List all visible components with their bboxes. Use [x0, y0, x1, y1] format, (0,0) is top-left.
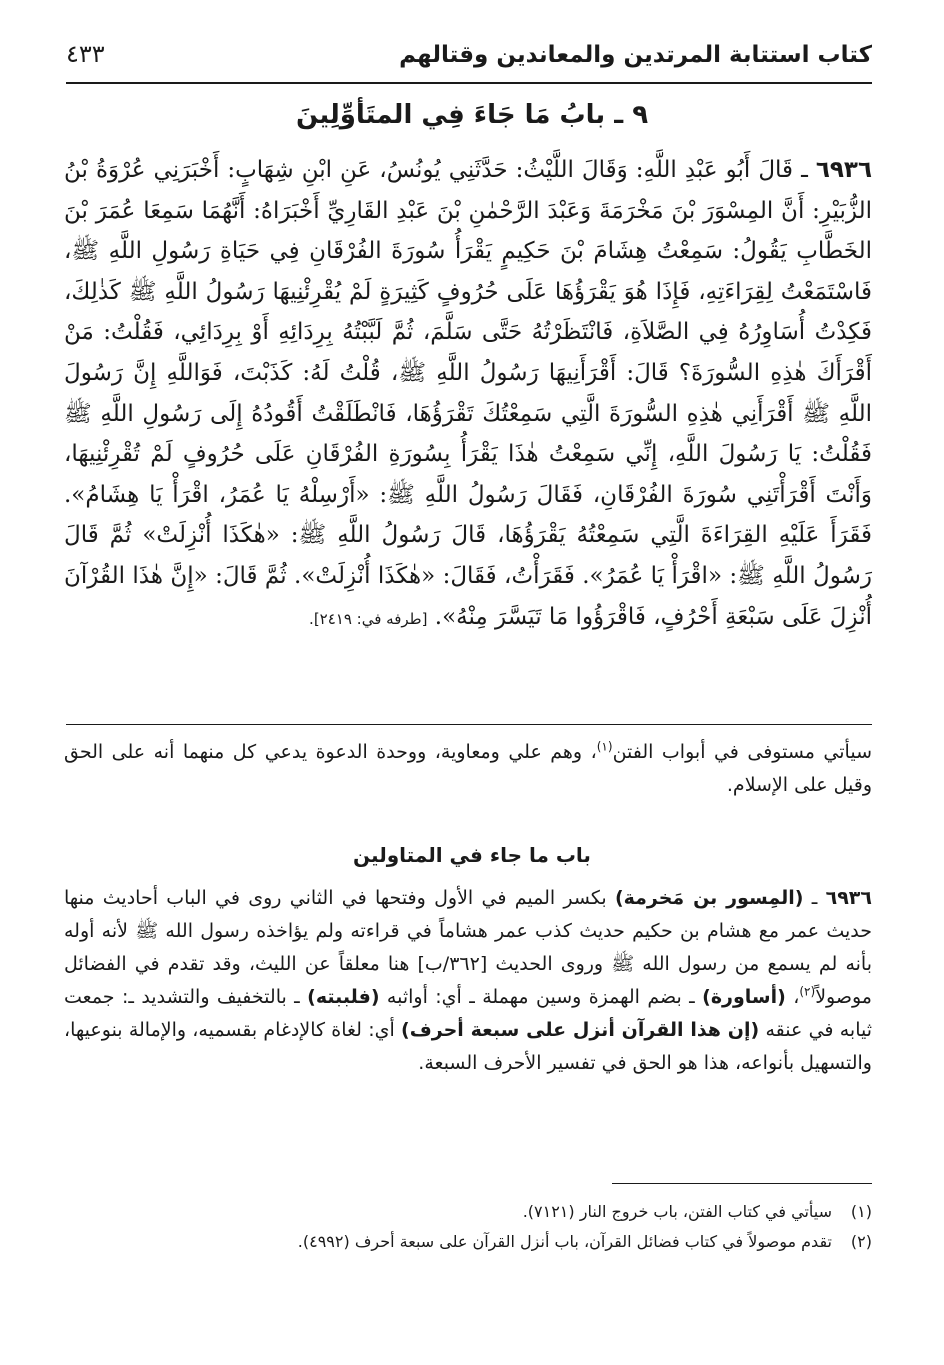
term-misswar: (المِسور بن مَخرمة) [614, 887, 804, 909]
intro-text-end: ، وهم علي ومعاوية، ووحدة الدعوة يدعي كل منهما أنه على الحق وقيل على الإسلام. [64, 741, 872, 796]
commentary-text-4: ـ بالتخفيف والتشديد ـ: جمعت ثيابه في عنقه [64, 986, 873, 1041]
commentary-text-3: ـ بضم الهمزة وسين مهملة ـ أي: أواثبه [386, 986, 695, 1008]
hadith-number: ٦٩٣٦ [815, 157, 872, 183]
term-asawiruh: (أساورة) [702, 986, 786, 1008]
commentary-intro-paragraph [64, 736, 872, 802]
footnote-number: (١) [850, 1202, 872, 1221]
footnote-1 [64, 1197, 872, 1227]
footnote-text: سيأتي في كتاب الفتن، باب خروج النار (٧١٢١). [522, 1202, 832, 1221]
commentary-body [64, 882, 872, 1080]
footnotes [64, 1197, 872, 1257]
hadith-paragraph [64, 150, 872, 639]
footnote-text: تقدم موصولاً في كتاب فضائل القرآن، باب أنزل القرآن على سبعة أحرف (٤٩٩٢). [297, 1232, 832, 1251]
footnote-number: (٢) [850, 1232, 872, 1251]
intro-text-start: سيأتي مستوفى في أبواب الفتن [612, 741, 873, 763]
commentary-text-5: أي: لغاة كالإدغام بقسميه، والإمالة بنوعيها، والتسهيل بأنواعه، هذا هو الحق في تفسير الأحرف السبعة. [64, 1019, 872, 1074]
running-header [66, 36, 872, 84]
footnote-ref-1: (١) [596, 739, 613, 754]
commentary-text-2: ، [793, 986, 800, 1008]
book-title: كتاب استتابة المرتدين والمعاندين وقتالهم [399, 42, 872, 68]
footnote-2 [64, 1227, 872, 1257]
hadith-block [64, 150, 872, 639]
taraf-reference: [طرفه في: ٢٤١٩]. [309, 609, 428, 628]
term-labbabtuh: (فلببته) [307, 986, 380, 1008]
commentary-paragraph: ٦٩٣٦ ـ (المِسور بن مَخرمة) بكسر الميم في الأول وفتحها في الثاني روى في الباب أحاديث منها حديث عمر مع هشام بن حكيم حديث كذب عمر هشاماً في قراءته ولم يؤاخذه رسول الله ﷺ لأنه أوله بأنه لم يسمع من رسول الله ﷺ وروى الحديث [٣٦٢/ب] هنا معلقاً عن الليث، وقد تقدم في الفضائل موصولاً$^{(٢)}$، (أساورة) ـ بضم الهمزة وسين مهملة ـ أي: أواثبه (فلببته) ـ بالتخفيف والتشديد ـ: جمعت ثيابه في عنقه (إن هذا القرآن أنزل على سبعة أحرف) أي: لغاة كالإدغام بقسميه، والإمالة بنوعيها، والتسهيل بأنواعه، هذا هو الحق في تفسير الأحرف السبعة. [64, 887, 873, 1074]
commentary-text-1: بكسر الميم في الأول وفتحها في الثاني روى في الباب أحاديث منها حديث عمر مع هشام بن حكيم حديث كذب عمر هشاماً في قراءته ولم يؤاخذه رسول الله ﷺ لأنه أوله بأنه لم يسمع من رسول الله ﷺ وروى الحديث [٣٦٢/ب] هنا معلقاً عن الليث، وقد تقدم في الفضائل موصولاً [64, 887, 872, 1008]
footnote-divider [612, 1183, 872, 1184]
commentary-number: ٦٩٣٦ [825, 887, 872, 909]
section-divider [66, 724, 872, 725]
footnote-ref-2: (٢) [799, 984, 816, 999]
page-number: ٤٣٣ [66, 40, 105, 68]
hadith-text: ـ قَالَ أَبُو عَبْدِ اللَّهِ: وَقَالَ اللَّيْثُ: حَدَّثَنِي يُونُسُ، عَنِ ابْنِ شِهَابٍ: أَخْبَرَنِي عُرْوَةُ بْنُ الزُّبَيْرِ: أَنَّ المِسْوَرَ بْنَ مَخْرَمَةَ وَعَبْدَ الرَّحْمٰنِ بْنَ عَبْدِ القَارِيِّ أَخْبَرَاهُ: أَنَّهُمَا سَمِعَا عُمَرَ بْنَ الخَطَّابِ يَقُولُ: سَمِعْتُ هِشَامَ بْنَ حَكِيمٍ يَقْرَأُ سُورَةَ الفُرْقَانِ فِي حَيَاةِ رَسُولِ اللَّهِ ﷺ، فَاسْتَمَعْتُ لِقِرَاءَتِهِ، فَإِذَا هُوَ يَقْرَؤُهَا عَلَى حُرُوفٍ كَثِيرَةٍ لَمْ يُقْرِئْنِيهَا رَسُولُ اللَّهِ ﷺ كَذٰلِكَ، فَكِدْتُ أُسَاوِرُهُ فِي الصَّلاَةِ، فَانْتَظَرْتُهُ حَتَّى سَلَّمَ، ثُمَّ لَبَّبْتُهُ بِرِدَائِهِ أَوْ بِرِدَائِي، فَقُلْتُ: مَنْ أَقْرَأَكَ هٰذِهِ السُّورَةَ؟ قَالَ: أَقْرَأَنِيهَا رَسُولُ اللَّهِ ﷺ، قُلْتُ لَهُ: كَذَبْتَ، فَوَاللَّهِ إِنَّ رَسُولَ اللَّهِ ﷺ أَقْرَأَنِي هٰذِهِ السُّورَةَ الَّتِي سَمِعْتُكَ تَقْرَؤُهَا، فَانْطَلَقْتُ أَقُودُهُ إِلَى رَسُولِ اللَّهِ ﷺ فَقُلْتُ: يَا رَسُولَ اللَّهِ، إِنِّي سَمِعْتُ هٰذَا يَقْرَأُ بِسُورَةِ الفُرْقَانِ عَلَى حُرُوفٍ لَمْ تُقْرِئْنِيهَا، وَأَنْتَ أَقْرَأْتَنِي سُورَةَ الفُرْقَانِ، فَقَالَ رَسُولُ اللَّهِ ﷺ: «أَرْسِلْهُ يَا عُمَرُ، اقْرَأْ يَا هِشَامُ». فَقَرَأَ عَلَيْهِ القِرَاءَةَ الَّتِي سَمِعْتُهُ يَقْرَؤُهَا، قَالَ رَسُولُ اللَّهِ ﷺ: «هٰكَذَا أُنْزِلَتْ» ثُمَّ قَالَ رَسُولُ اللَّهِ ﷺ: «اقْرَأْ يَا عُمَرُ». فَقَرَأْتُ، فَقَالَ: «هٰكَذَا أُنْزِلَتْ». ثُمَّ قَالَ: «إِنَّ هٰذَا القُرْآنَ أُنْزِلَ عَلَى سَبْعَةِ أَحْرُفٍ، فَاقْرَؤُوا مَا تَيَسَّرَ مِنْهُ». [64, 157, 872, 630]
chapter-heading: ٩ ـ بابُ مَا جَاءَ فِي المتَأوِّلِينَ [295, 100, 649, 130]
commentary-heading: باب ما جاء في المتاولين [353, 843, 591, 867]
term-seven-letters: (إن هذا القرآن أنزل على سبعة أحرف) [401, 1019, 760, 1041]
commentary-intro [64, 736, 872, 802]
